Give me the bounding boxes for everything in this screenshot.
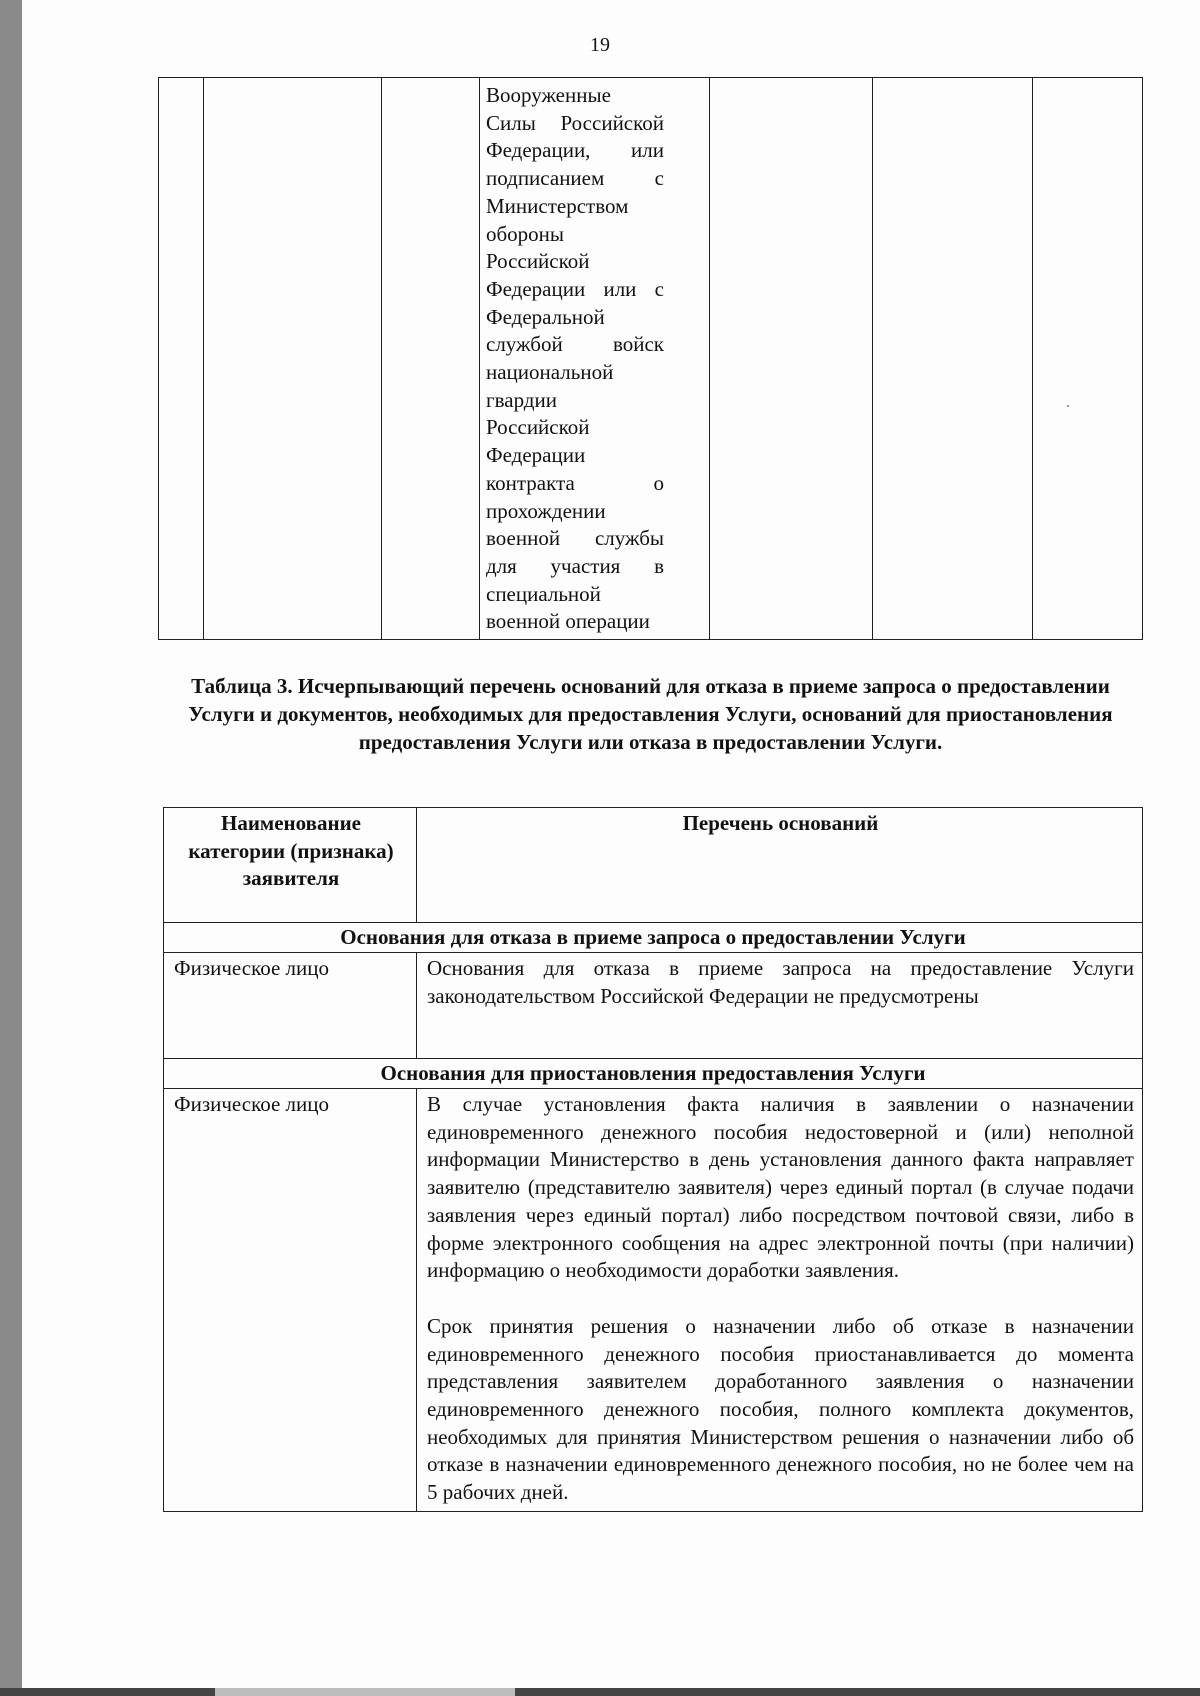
scan-speck [1067, 405, 1069, 407]
cell-line: военной операции [486, 609, 650, 634]
cell-line: военной службы [486, 526, 664, 551]
grounds-paragraph: В случае установления факта наличия в заявлении о назначении единовременного денежного пособия недостоверной и (или) неполной информации Министерство в день установления данного факта направляет заявителю (представителю заявителя) через единый портал (в случае подачи заявления через единый портал) либо посредством почтовой связи, либо в форме электронного сообщения на адрес электронной почты (при наличии) информацию о необходимости доработки заявления. [427, 1092, 1134, 1283]
table-column-divider [479, 78, 480, 639]
cell-line: Силы Российской [486, 110, 664, 135]
cell-line: национальной [486, 360, 614, 385]
category-cell: Физическое лицо [164, 1089, 417, 1512]
table-caption: Таблица 3. Исчерпывающий перечень оснований для отказа в приеме запроса о предоставлении Услуги и документов, необходимых для предоставления Услуги, оснований для приостановления предоставления Услуги или отказа в предоставлении Услуги. [188, 674, 1113, 754]
category-cell: Физическое лицо [164, 953, 417, 1059]
cell-line: Российской [486, 415, 590, 440]
table-column-divider [203, 78, 204, 639]
cell-line: прохождении [486, 498, 606, 523]
cell-line: Федерации [486, 443, 586, 468]
paragraph-gap [427, 1285, 1134, 1313]
cell-line: Федерации, или [486, 138, 664, 163]
cell-line: гвардии [486, 387, 557, 412]
table-row [164, 953, 1143, 1059]
cell-line: службой войск [486, 332, 664, 357]
table-column-divider [1032, 78, 1033, 639]
cell-line: Вооруженные [486, 83, 611, 107]
table-header-row [164, 808, 1143, 923]
cell-line: для участия в [486, 553, 664, 578]
cell-line: обороны [486, 221, 565, 246]
table-column-divider [381, 78, 382, 639]
header-category: Наименование категории (признака) заявителя [164, 808, 417, 923]
table-row [164, 1089, 1143, 1512]
cell-line: подписанием с [486, 166, 664, 191]
section-row [164, 923, 1143, 953]
cell-line: контракта о [486, 470, 664, 495]
table-column-divider [872, 78, 873, 639]
grounds-table [163, 807, 1143, 1512]
cell-line: Федеральной [486, 304, 605, 329]
continuation-cell-text [486, 82, 664, 636]
cell-line: Министерством [486, 193, 629, 218]
grounds-cell: Основания для отказа в приеме запроса на предоставление Услуги законодательством Российской Федерации не предусмотрены [417, 953, 1143, 1059]
section-row [164, 1059, 1143, 1089]
page-number: 19 [590, 34, 610, 56]
grounds-cell [417, 1089, 1143, 1512]
cell-line: специальной [486, 581, 601, 606]
header-grounds: Перечень оснований [417, 808, 1143, 923]
cell-line: Российской [486, 249, 590, 274]
grounds-paragraph: Срок принятия решения о назначении либо об отказе в назначении единовременного денежного пособия приостанавливается до момента представления заявителем доработанного заявления о назначении единовременного денежного пособия, полного комплекта документов, необходимых для принятия Министерством решения о назначении либо об отказе в назначении единовременного денежного пособия, но не более чем на 5 рабочих дней. [427, 1313, 1134, 1505]
scan-edge [0, 1688, 1200, 1696]
table-column-divider [709, 78, 710, 639]
scan-edge-light [215, 1688, 515, 1696]
cell-line: Федерации или с [486, 276, 664, 301]
section-title-refusal: Основания для отказа в приеме запроса о предоставлении Услуги [164, 923, 1143, 953]
section-title-suspension: Основания для приостановления предоставления Услуги [164, 1059, 1143, 1089]
